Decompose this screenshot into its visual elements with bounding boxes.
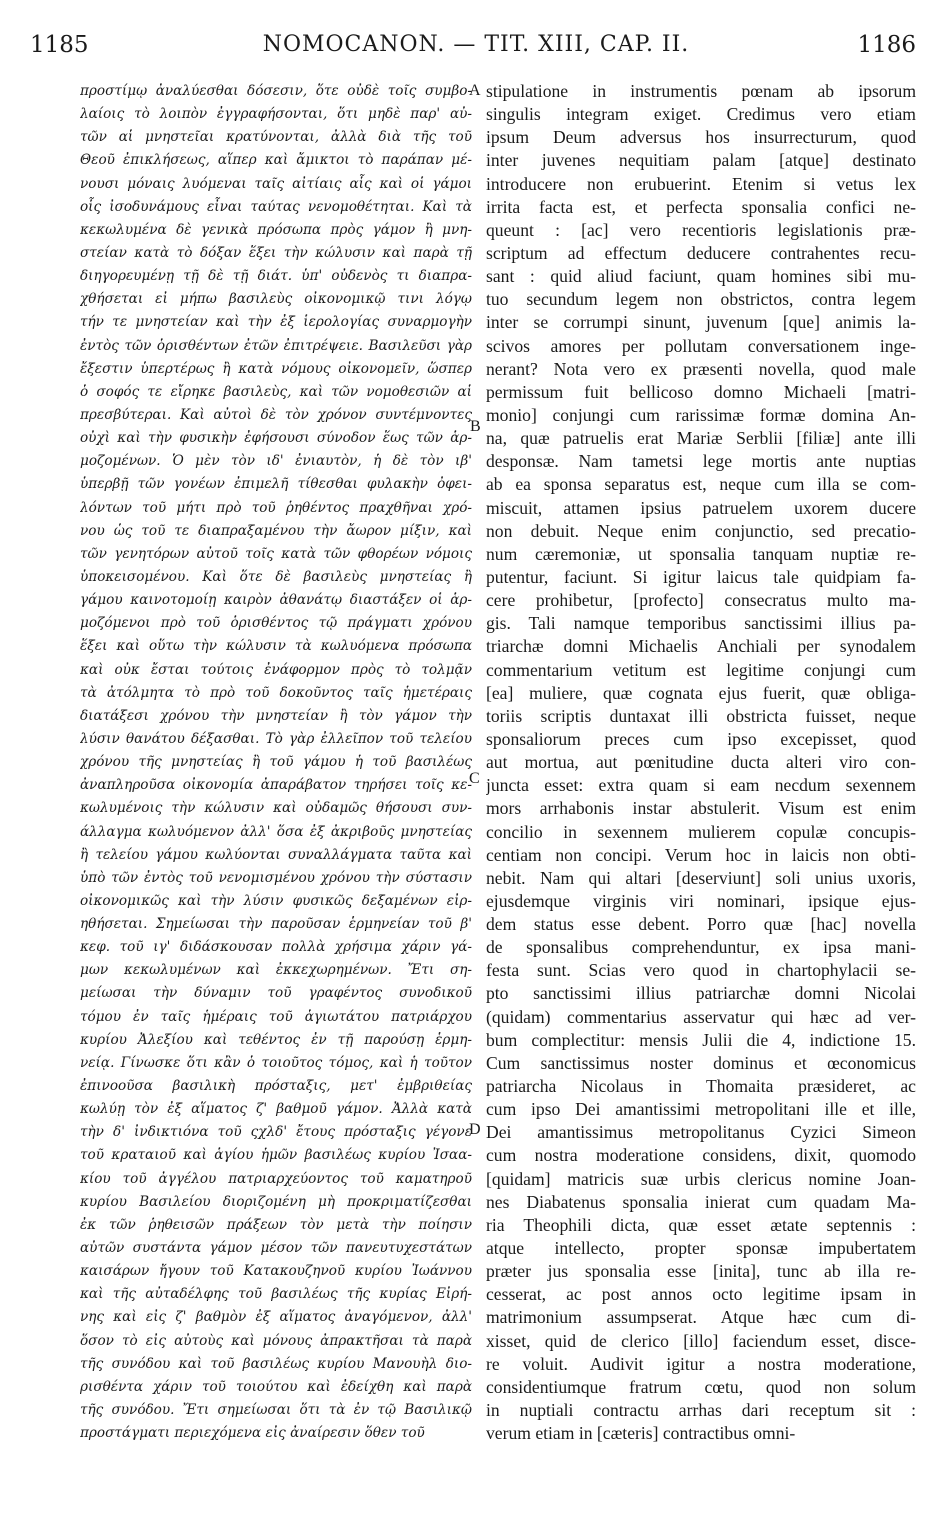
latin-text-line: sponsaliorum preces cum ipso excepisset, quod bbox=[486, 728, 916, 749]
running-title: NOMOCANON. — TIT. XIII, CAP. II. bbox=[262, 32, 690, 57]
greek-text-line: λαίοις τὸ λοιπὸν ἐγγραφήσονται, ὅτι μηδὲ παρ' αὐ- bbox=[80, 106, 472, 123]
page-header bbox=[0, 32, 952, 66]
greek-text-line: οἷς ἰσοδυνάμους εἶναι ταύτας νενομοθέτηται. Καὶ τὰ bbox=[80, 198, 472, 215]
greek-text-line: νης καὶ εἰς ζ' βαθμὸν ἐξ αἵματος ἀναγόμενον, ἀλλ' bbox=[80, 1309, 472, 1326]
greek-text-line: κίου τοῦ ἀγγέλου πατριαρχεύοντος τοῦ καματηροῦ bbox=[80, 1170, 472, 1187]
greek-text-line: ὅσον τὸ εἰς αὐτοὺς καὶ μόνους ἀπρακτῆσαι τὰ παρὰ bbox=[80, 1332, 472, 1349]
latin-text-line: bum complectitur: mensis Julii die 4, indictione 15. bbox=[486, 1029, 916, 1050]
latin-text-line: toriis scriptis duntaxat illi obstricta fuisset, neque bbox=[486, 705, 916, 726]
greek-text-line: τῆς συνόδου. Ἔτι σημείωσαι ὅτι τὰ ἐν τῷ Βασιλικῷ bbox=[80, 1402, 472, 1419]
greek-text-line: τῆς συνόδου καὶ τοῦ βασιλέως κυρίου Μανουὴλ διο- bbox=[80, 1355, 472, 1372]
latin-text-line: mors arrhabonis instar abstulerit. Visum est enim bbox=[486, 798, 916, 819]
latin-text-line: cum nostra moderatione considens, dixit, quomodo bbox=[486, 1145, 916, 1166]
greek-text-line: διηγορευμένῃ τῇ δὲ τῇ διάτ. ὑπ' οὐδενὸς τι διαπρα- bbox=[80, 268, 472, 285]
page-number-left: 1185 bbox=[30, 32, 89, 58]
latin-text-line: nebit. Nam qui altari [deserviunt] soli unius uxoris, bbox=[486, 867, 916, 888]
greek-text-line: κωλύῃ τὸν ἐξ αἵματος ζ' βαθμοῦ γάμον. Ἀλλὰ κατὰ bbox=[80, 1101, 472, 1118]
latin-text-line: miscuit, attamen ipsius patruelem uxorem ducere bbox=[486, 497, 916, 518]
latin-text-line: cesserat, ac post annos octo legitime ipsam in bbox=[486, 1284, 916, 1305]
latin-text-line: inter se corrumpi sinunt, juvenum [que] animis la- bbox=[486, 312, 916, 333]
margin-marker-d: D bbox=[469, 1121, 481, 1138]
latin-text-line: cere prohibetur, [profecto] consecratus multo ma- bbox=[486, 590, 916, 611]
greek-text-line: νείᾳ. Γίνωσκε ὅτι κἂν ὁ τοιοῦτος τόμος, καὶ ἡ τοῦτον bbox=[80, 1054, 472, 1071]
latin-text-line: sant : quid aliud faciunt, quam homines sibi mu- bbox=[486, 266, 916, 287]
latin-text-line: nes Diabatenus sponsalia inierat cum quadam Ma- bbox=[486, 1191, 916, 1212]
greek-text-line: τήν τε μνηστείαν καὶ τὴν ἐξ ἱερολογίας συναρμογὴν bbox=[80, 314, 472, 331]
latin-text-line: de sponsalibus comprehenduntur, ex ipsa mani- bbox=[486, 937, 916, 958]
greek-text-line: κωλυμένοις τὴν κώλυσιν καὶ οὐδαμῶς θήσουσι συν- bbox=[80, 800, 472, 817]
page-number-right: 1186 bbox=[857, 32, 916, 58]
greek-text-line: γάμου καινοτομοίῃ καιρὸν ἀθανάτῳ διαστάξεν οἱ ἁρ- bbox=[80, 592, 472, 609]
greek-text-line: ἢ τελείου γάμου κωλύονται συναλλάγματα ταῦτα καὶ bbox=[80, 846, 472, 863]
greek-text-line: ὑπὸ τῶν ἐντὸς τοῦ νενομισμένου χρόνου τὴν σύστασιν bbox=[80, 869, 472, 886]
latin-text-line: pto sanctissimi illius patriarchæ domni Nicolai bbox=[486, 983, 916, 1004]
greek-text-line: αὐτῶν συστάντα γάμον μέσον τῶν πανευτυχεστάτων bbox=[80, 1240, 472, 1257]
greek-text-line: ὑπερβῇ τῶν γονέων ἐπιμελῆ τίθεσθαι φυλακὴν ὀφει- bbox=[80, 476, 472, 493]
greek-text-line: τὰ ἀτόλμητα τὸ πρὸ τοῦ δοκοῦντος ταῖς ἡμετέραις bbox=[80, 684, 472, 701]
greek-text-line: ρισθέντα χάριν τοῦ τοιούτου καὶ ἐδείχθη καὶ παρὰ bbox=[80, 1378, 472, 1395]
latin-text-line: gis. Tali namque temporibus sanctissimi illius pa- bbox=[486, 613, 916, 634]
greek-text-line: ἔξεστιν ὑπερτέρως ἢ κατὰ νόμους οἰκονομεῖν, ὥσπερ bbox=[80, 360, 472, 377]
latin-text-line: verum etiam in [cæteris] contractibus omni- bbox=[486, 1423, 796, 1444]
latin-text-line: in nuptiali contractu arrhas dari receptum sit : bbox=[486, 1400, 916, 1421]
greek-text-line: καὶ οὐκ ἔσται τούτοις ἐνάφορμον πρὸς τὸ τολμᾷν bbox=[80, 661, 472, 678]
latin-text-line: (quidam) commentarius asservatur qui hæc ad ver- bbox=[486, 1006, 916, 1027]
latin-text-line: concilio in sexennem mulierem copulæ concupis- bbox=[486, 821, 916, 842]
latin-text-line: xisset, quid de clerico [illo] faciendum esset, disce- bbox=[486, 1330, 916, 1351]
margin-marker-a: A bbox=[469, 82, 481, 99]
latin-text-line: na, quæ patruelis erat Mariæ Serblii [filiæ] ante illi bbox=[486, 428, 916, 449]
latin-text-line: cum ipso Dei amantissimi metropolitani ille et ille, bbox=[486, 1099, 916, 1120]
greek-text-line: κυρίου Ἀλεξίου καὶ τεθέντος ἐν τῇ παρούσῃ ἑρμη- bbox=[80, 1031, 472, 1048]
latin-text-line: atque intellecto, propter sponsæ impubertatem bbox=[486, 1238, 916, 1259]
latin-text-line: ejusdemque virginis viri nominari, ipsique ejus- bbox=[486, 890, 916, 911]
greek-text-line: καὶ τῆς αὐταδέλφης τοῦ βασιλέως τῆς κυρίας Εἰρή- bbox=[80, 1286, 472, 1303]
greek-text-line: κεκωλυμένα δὲ γενικὰ πρόσωπα πρὸς γάμον ἢ μνη- bbox=[80, 221, 472, 238]
latin-text-line: permissum fuit bellicoso domno Michaeli [matri- bbox=[486, 381, 916, 402]
latin-text-line: tuo secundum legem non obstrictos, contra legem bbox=[486, 289, 916, 310]
greek-text-line: στείαν κατὰ τὸ δόξαν ἕξει τὴν κώλυσιν καὶ παρὰ τῇ bbox=[80, 244, 472, 261]
greek-text-column bbox=[80, 80, 472, 1445]
latin-text-line: scriptum ad effectum deducere contrahentes recu- bbox=[486, 242, 916, 263]
latin-text-line: inter juvenes nequitiam palam [atque] destinato bbox=[486, 150, 916, 171]
greek-text-line: μοζόμενοι πρὸ τοῦ ὁρισθέντος τῷ πράγματι χρόνου bbox=[80, 615, 472, 632]
greek-text-line: τῶν αἱ μνηστεῖαι κρατύνονται, ἀλλὰ διὰ τῆς τοῦ bbox=[80, 129, 472, 146]
latin-text-line: præter jus sponsalia esse [inita], tunc ab illa re- bbox=[486, 1261, 916, 1282]
greek-text-line: νουσι μόναις λυόμεναι ταῖς αἰτίαις αἷς καὶ οἱ γάμοι bbox=[80, 175, 472, 192]
latin-text-line: nerant? Nota vero ex præsenti novella, quod male bbox=[486, 358, 916, 379]
latin-text-line: juncta esset: extra quam si eam necdum sexennem bbox=[486, 775, 916, 796]
greek-text-line: ἕξει καὶ οὕτω τὴν κώλυσιν τὰ κωλυόμενα πρόσωπα bbox=[80, 638, 472, 655]
latin-text-line: Cum sanctissimus noster dominus et œconomicus bbox=[486, 1052, 916, 1073]
greek-text-line: χρόνου τῆς μνηστείας ἢ τοῦ γάμου ἡ τοῦ βασιλέως bbox=[80, 754, 472, 771]
greek-text-line: πρεσβύτεραι. Καὶ αὐτοὶ δὲ τὸν χρόνον συντέμνοντες bbox=[80, 406, 472, 423]
latin-text-line: aut mortua, aut pœnitudine ducta alteri viro con- bbox=[486, 752, 916, 773]
greek-text-line: καισάρων ἤγουν τοῦ Κατακουζηνοῦ κυρίου Ἰωάννου bbox=[80, 1263, 472, 1280]
greek-text-line: κεφ. τοῦ ιγ' διδάσκουσαν πολλὰ χρήσιμα χάριν γά- bbox=[80, 939, 472, 956]
margin-marker-b: B bbox=[470, 418, 481, 435]
greek-text-line: ἐπινοοῦσα βασιλικὴ πρόσταξις, μετ' ἐμβριθείας bbox=[80, 1078, 472, 1095]
latin-text-line: re voluit. Audivit igitur a nostra moderatione, bbox=[486, 1353, 916, 1374]
latin-text-line: considentiumque fratrum cœtu, quod non solum bbox=[486, 1376, 916, 1397]
greek-text-line: λύσιν θανάτου δέξασθαι. Τὸ γὰρ ἐλλεῖπον τοῦ τελείου bbox=[80, 730, 472, 747]
latin-text-line: centiam non concipi. Verum hoc in laicis non obti- bbox=[486, 844, 916, 865]
latin-text-line: [ea] muliere, quæ cognata ejus fuerit, quæ obliga- bbox=[486, 682, 916, 703]
greek-text-line: ηθήσεται. Σημείωσαι τὴν παροῦσαν ἑρμηνείαν τοῦ β' bbox=[80, 916, 472, 933]
greek-text-line: οὐχὶ καὶ τὴν φυσικὴν ἐφήσουσι σύνοδον ἕως τῶν ἁρ- bbox=[80, 430, 472, 447]
latin-text-line: queunt : [ac] vero recentioris legislationis præ- bbox=[486, 219, 916, 240]
greek-text-line: ὑποκεισομένου. Καὶ ὅτε δὲ βασιλεὺς μνηστείας ἢ bbox=[80, 568, 472, 585]
greek-text-line: μείωσαι τὴν δύναμιν τοῦ γραφέντος συνοδικοῦ bbox=[80, 985, 472, 1002]
latin-text-line: Dei amantissimus metropolitanus Cyzici Simeon bbox=[486, 1122, 916, 1143]
latin-text-line: commentarium vetitum est legitime conjungi cum bbox=[486, 659, 916, 680]
greek-text-line: ἀναπληροῦσα οἰκονομία ἀπαράβατον τηρήσει τοῖς κε- bbox=[80, 777, 472, 794]
latin-text-line: dem status esse debent. Porro quæ [hac] novella bbox=[486, 914, 916, 935]
latin-text-line: ria Theophili dicta, quæ esset ætate septennis : bbox=[486, 1214, 916, 1235]
greek-text-line: διατάξεσι χρόνου τὴν μνηστείαν ἢ τὸν γάμον τὴν bbox=[80, 707, 472, 724]
latin-text-column bbox=[486, 80, 916, 1445]
latin-text-line: singulis integram exiget. Credimus vero etiam bbox=[486, 104, 916, 125]
greek-text-line: μοζομένων. Ὁ μὲν τὸν ιδ' ἐνιαυτὸν, ἡ δὲ τὸν ιβ' bbox=[80, 453, 472, 470]
latin-text-line: irrita facta est, et perfecta sponsalia confici ne- bbox=[486, 196, 916, 217]
latin-text-line: desponsæ. Nam tametsi lege mortis ante nuptias bbox=[486, 451, 916, 472]
margin-marker-c: C bbox=[469, 770, 480, 787]
latin-text-line: patriarcha Nicolaus in Thomaita præsideret, ac bbox=[486, 1076, 916, 1097]
latin-text-line: [quidam] matricis suæ urbis clericus nomine Joan- bbox=[486, 1168, 916, 1189]
greek-text-line: ἐκ τῶν ῥηθεισῶν πράξεων τὸν μετὰ τὴν ποίησιν bbox=[80, 1216, 472, 1233]
latin-text-line: num cæremoniæ, ut sponsalia tanquam nuptiæ re- bbox=[486, 543, 916, 564]
greek-text-line: οἰκονομικῶς καὶ τὴν λύσιν φυσικῶς δεξαμένων εἰρ- bbox=[80, 892, 472, 909]
latin-text-line: stipulatione in instrumentis pœnam ab ipsorum bbox=[486, 81, 916, 101]
latin-text-line: monio] conjungi cum rarissimæ formæ domina An- bbox=[486, 404, 916, 425]
greek-text-line: τόμου ἐν ταῖς ἡμέραις τοῦ ἁγιωτάτου πατριάρχου bbox=[80, 1008, 472, 1025]
latin-text-line: putentur, faciunt. Si igitur laicus tale quidpiam fa- bbox=[486, 566, 916, 587]
latin-text-line: festa sunt. Scias vero quod in chartophylacii se- bbox=[486, 960, 916, 981]
greek-text-line: ἐντὸς τῶν ὁρισθέντων ἐτῶν ἐπιτρέψειε. Βασιλεῦσι γὰρ bbox=[80, 337, 472, 354]
greek-text-line: άλλαγμα κωλυόμενον ἀλλ' ὅσα ἐξ ἀκριβοῦς μνηστείας bbox=[80, 823, 472, 840]
latin-text-line: ab ea sponsa separatus est, neque cum illa se com- bbox=[486, 474, 916, 495]
greek-text-line: λόντων τοῦ μήτι πρὸ τοῦ ῥηθέντος πραχθῆναι χρό- bbox=[80, 499, 472, 516]
latin-text-line: triarchæ domni Michaelis Anchiali per synodalem bbox=[486, 636, 916, 657]
latin-text-line: ipsum Deum adversus hos insurrecturum, quod bbox=[486, 127, 916, 148]
greek-text-line: προστάγματι περιεχόμενα εἰς ἀναίρεσιν ὅθεν τοῦ bbox=[80, 1425, 425, 1442]
greek-text-line: κυρίου Βασιλείου διοριζομένη μὴ προκριματίζεσθαι bbox=[80, 1193, 472, 1210]
greek-text-line: τῶν γενητόρων αὐτοῦ τοῖς κατὰ τῶν φθορέων νόμοις bbox=[80, 545, 472, 562]
latin-text-line: matrimonium assumpserat. Atque hæc cum di- bbox=[486, 1307, 916, 1328]
latin-text-line: introducere non erubuerint. Etenim si vetus lex bbox=[486, 173, 916, 194]
greek-text-line: Θεοῦ ἐπικλήσεως, αἵπερ καὶ ἄμικτοι τὸ παράπαν μέ- bbox=[80, 152, 472, 169]
latin-text-line: scivos amores per pollutam conversationem inge- bbox=[486, 335, 916, 356]
greek-text-line: μων κεκωλυμένων καὶ ἐκκεχωρημένων. Ἔτι ση- bbox=[80, 962, 472, 979]
greek-text-line: νου ὡς τοῦ τε διαπραξαμένου τὴν ἄωρον μίξιν, καὶ bbox=[80, 522, 472, 539]
greek-text-line: τοῦ κραταιοῦ καὶ ἁγίου ἡμῶν βασιλέως κυρίου Ἰσαα- bbox=[80, 1147, 472, 1164]
greek-text-line: προστίμῳ ἀναλύεσθαι δόσεσιν, ὅτε οὐδὲ τοῖς συμβο- bbox=[80, 83, 472, 99]
greek-text-line: χθήσεται εἰ μήπω βασιλεὺς οἰκονομικῷ τινι λόγῳ bbox=[80, 291, 472, 308]
latin-text-line: non debuit. Neque enim conjunctio, sed precatio- bbox=[486, 520, 916, 541]
greek-text-line: ὁ σοφός τε εἴρηκε βασιλεὺς, καὶ τῶν νομοθεσιῶν αἱ bbox=[80, 383, 472, 400]
greek-text-line: τὴν δ' ἰνδικτιόνα τοῦ ςχλδ' ἔτους πρόσταξις γέγονε bbox=[80, 1124, 472, 1141]
